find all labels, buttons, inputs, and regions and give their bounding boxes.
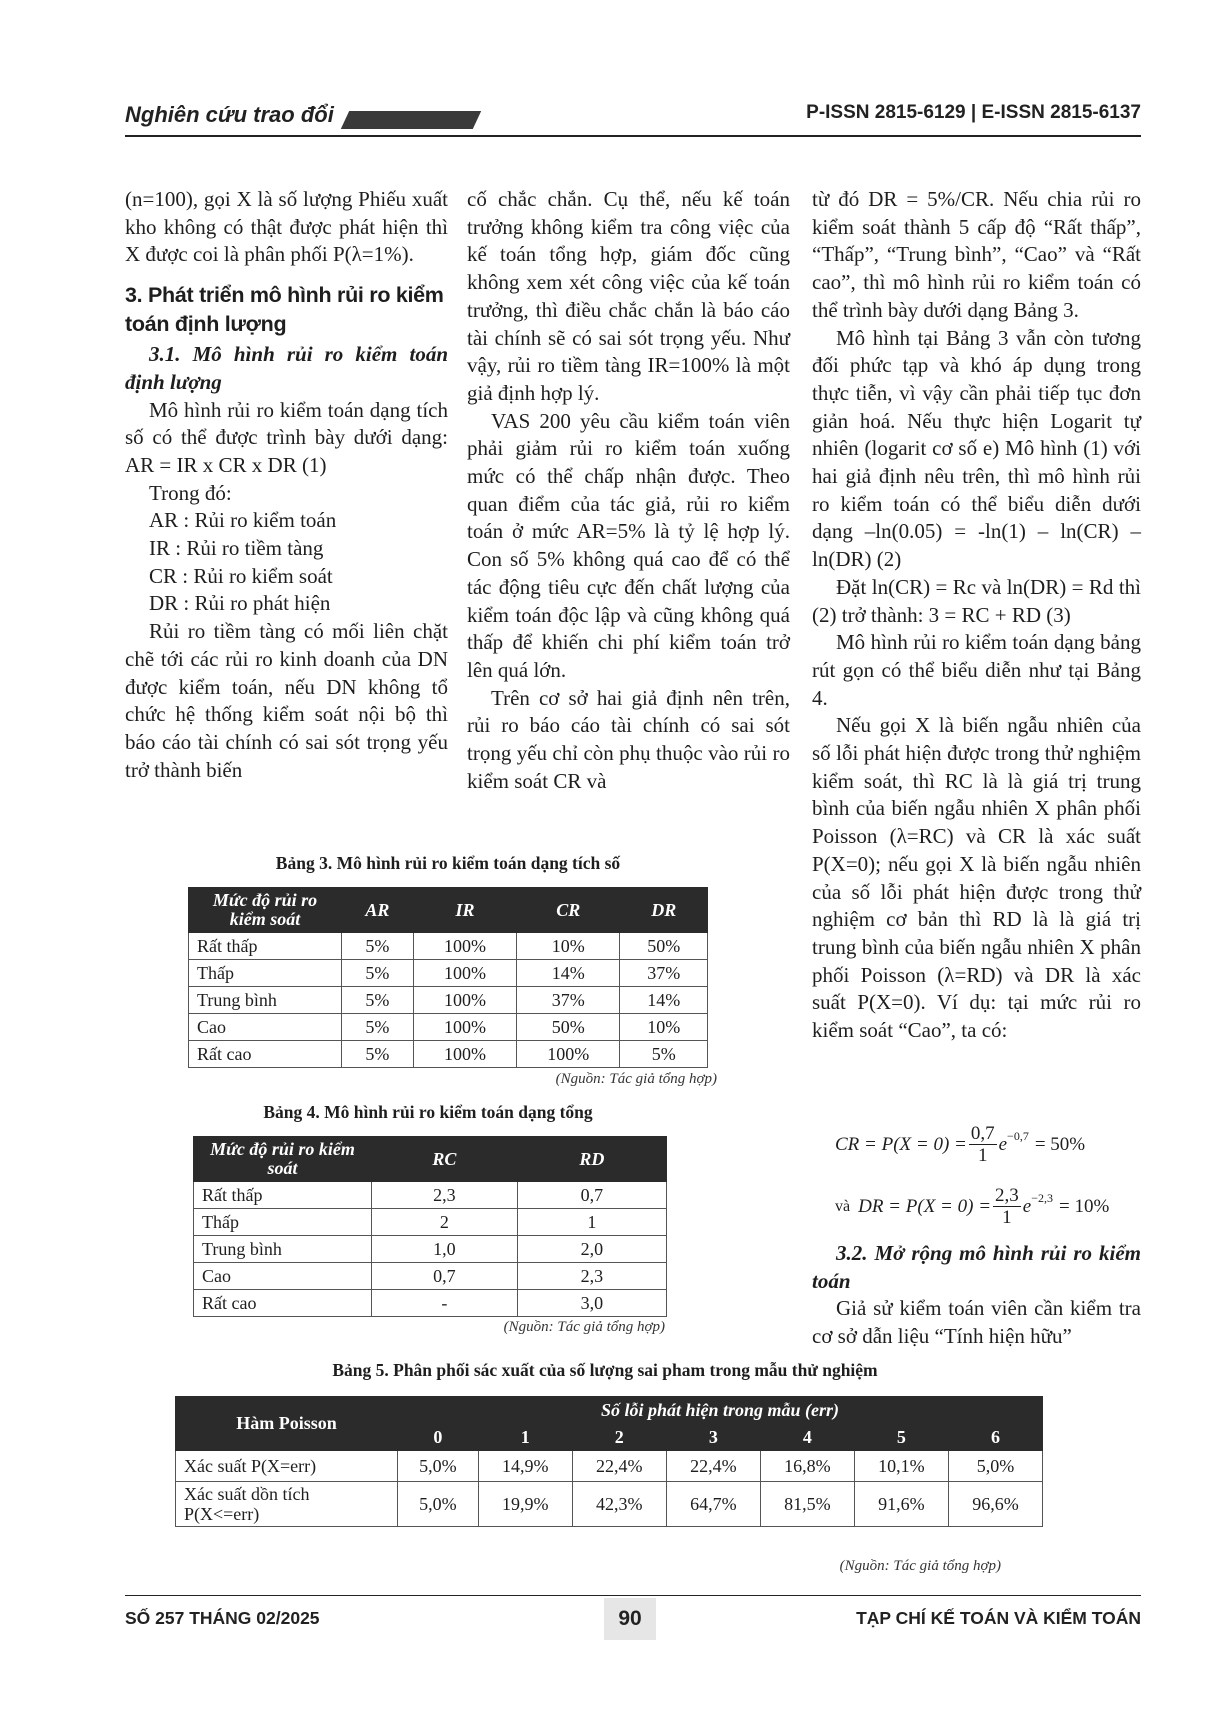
table-header: 6	[948, 1424, 1042, 1451]
formula-result: = 50%	[1034, 1133, 1086, 1155]
table-cell: Cao	[194, 1263, 372, 1290]
table-cell: 1,0	[372, 1236, 518, 1263]
table-row	[189, 960, 708, 987]
table-cell: 5,0%	[948, 1451, 1042, 1482]
table-header: Mức độ rủi ro kiểm soát	[194, 1137, 372, 1182]
table-header: 0	[398, 1424, 479, 1451]
table-cell: 100%	[413, 960, 516, 987]
table-cell: 10%	[517, 933, 620, 960]
table-cell: 100%	[517, 1041, 620, 1068]
fraction-denominator: 1	[977, 1145, 988, 1166]
definition-ar: AR : Rủi ro kiểm toán	[149, 508, 337, 533]
table-cell: 50%	[620, 933, 708, 960]
fraction	[993, 1185, 1021, 1228]
table-cell: 5%	[342, 960, 414, 987]
table-header: 3	[666, 1424, 760, 1451]
table-row	[189, 987, 708, 1014]
table-cell: 3,0	[517, 1290, 666, 1317]
table-cell: 10%	[620, 1014, 708, 1041]
paragraph: (n=100), gọi X là số lượng Phiếu xuất kho không có thật được phát hiện thì X được coi là phân phối P(λ=1%).	[125, 187, 448, 267]
table-cell: 5%	[620, 1041, 708, 1068]
table-cell: Trung bình	[189, 987, 342, 1014]
table-header	[372, 1137, 518, 1182]
table-5	[175, 1396, 1043, 1527]
header-decor-bar	[341, 111, 481, 129]
issn-label: P-ISSN 2815-6129 | E-ISSN 2815-6137	[806, 102, 1141, 123]
exponent: −0,7	[1007, 1129, 1029, 1143]
table-cell: 91,6%	[854, 1482, 948, 1527]
exponent: −2,3	[1031, 1191, 1053, 1205]
table-cell: 5%	[342, 933, 414, 960]
formula-left: DR = P(X = 0) =	[858, 1195, 992, 1217]
table-3-source: (Nguồn: Tác giả tổng hợp)	[555, 1071, 717, 1087]
conjunction: và	[835, 1197, 851, 1215]
table-cell: 100%	[413, 987, 516, 1014]
fraction-denominator: 1	[1002, 1207, 1012, 1228]
formula-cr	[835, 1123, 1085, 1166]
table-header: Mức độ rủi ro kiểm soát	[189, 888, 342, 933]
table-header: Số lỗi phát hiện trong mẫu (err)	[398, 1397, 1043, 1424]
footer-rule	[125, 1595, 1141, 1596]
table-header: CR	[517, 888, 620, 933]
rd-header: RD	[579, 1148, 605, 1169]
table-3-caption: Bảng 3. Mô hình rủi ro kiểm toán dạng tích số	[275, 853, 621, 873]
table-3	[188, 887, 708, 1068]
table-cell: 96,6%	[948, 1482, 1042, 1527]
table-header: IR	[413, 888, 516, 933]
fraction-numerator: 0,7	[970, 1123, 995, 1144]
table-cell: 0,7	[372, 1263, 518, 1290]
paragraph: Trong đó:	[149, 480, 232, 505]
column-1	[125, 186, 448, 784]
formula-result: = 10%	[1059, 1195, 1110, 1217]
journal-name: TẠP CHÍ KẾ TOÁN VÀ KIỂM TOÁN	[856, 1608, 1141, 1628]
definition-cr: CR : Rủi ro kiểm soát	[149, 563, 333, 588]
table-cell: Thấp	[194, 1209, 372, 1236]
column-3-continued	[812, 1240, 1141, 1351]
table-cell: 22,4%	[666, 1451, 760, 1482]
table-cell: 100%	[413, 1014, 516, 1041]
paragraph: Mô hình rủi ro kiểm toán dạng bảng rút gọn có thể biểu diễn như tại Bảng 4.	[812, 630, 1141, 710]
table-row	[189, 933, 708, 960]
section-heading-3: 3. Phát triển mô hình rủi ro kiểm toán định lượng	[125, 283, 444, 337]
table-cell: 2,3	[372, 1182, 518, 1209]
table-cell: 37%	[620, 960, 708, 987]
paragraph: từ đó DR = 5%/CR. Nếu chia rủi ro kiểm soát thành 5 cấp độ “Rất thấp”, “Thấp”, “Trung bình”, “Cao” và “Rất cao”, thì mô hình rủi ro kiểm toán có thể trình bày dưới dạng Bảng 3.	[812, 187, 1141, 322]
table-cell: 5,0%	[398, 1482, 479, 1527]
table-row	[189, 1014, 708, 1041]
table-cell: Xác suất P(X=err)	[176, 1451, 398, 1482]
table-cell: 14%	[517, 960, 620, 987]
fraction-numerator: 2,3	[995, 1185, 1019, 1206]
table-cell: Xác suất dồn tích P(X<=err)	[176, 1482, 398, 1527]
paragraph: Đặt ln(CR) = Rc và ln(DR) = Rd thì (2) trở thành: 3 = RC + RD (3)	[812, 574, 1141, 627]
paragraph: Mô hình rủi ro kiểm toán dạng tích số có thể được trình bày dưới dạng: AR = IR x CR x DR (1)	[125, 397, 448, 477]
table-cell: 5%	[342, 1014, 414, 1041]
table-cell: 100%	[413, 1041, 516, 1068]
euler-e: e	[1022, 1195, 1032, 1217]
definition-dr: DR : Rủi ro phát hiện	[149, 591, 331, 616]
table-row	[189, 1041, 708, 1068]
table-cell: -	[372, 1290, 518, 1317]
column-3	[812, 186, 1141, 1045]
table-row	[194, 1290, 667, 1317]
table-cell: 100%	[413, 933, 516, 960]
formula-dr	[835, 1185, 1109, 1228]
table-cell: 5%	[342, 987, 414, 1014]
table-header: 4	[760, 1424, 854, 1451]
table-cell: 5%	[342, 1041, 414, 1068]
page-number: 90	[604, 1598, 656, 1640]
table-row	[194, 1236, 667, 1263]
table-cell: 2	[372, 1209, 518, 1236]
table-header: AR	[342, 888, 414, 933]
table-cell: Rất thấp	[189, 933, 342, 960]
table-row	[176, 1451, 1043, 1482]
paragraph: cố chắc chắn. Cụ thể, nếu kế toán trưởng không kiểm tra công việc của kế toán tổng hợp, giám đốc cũng không xem xét công việc của kế toán trưởng, thì điều chắc chắn là báo cáo tài chính sẽ có sai sót trọng yếu. Như vậy, rủi ro tiềm tàng IR=100% là một giả định hợp lý.	[467, 187, 790, 405]
table-row	[194, 1263, 667, 1290]
table-cell: 2,3	[517, 1263, 666, 1290]
paragraph: Mô hình tại Bảng 3 vẫn còn tương đối phức tạp và khó áp dụng trong thực tiễn, vì vậy cần phải tiếp tục đơn giản hoá. Nếu thực hiện Logarit tự nhiên (logarit cơ số e) Mô hình (1) với hai giả định nêu trên, thì mô hình rủi ro kiểm toán có thể biểu diễn dưới dạng –ln(0.05) = -ln(1) – ln(CR) – ln(DR) (2)	[812, 325, 1141, 572]
table-cell: 5,0%	[398, 1451, 479, 1482]
paragraph: Rủi ro tiềm tàng có mối liên chặt chẽ tới các rủi ro kinh doanh của DN được kiểm toán, nếu DN không tổ chức hệ thống kiểm soát nội bộ thì báo cáo tài chính có sai sót trọng yếu trở thành biến	[125, 619, 448, 782]
table-header: Hàm Poisson	[176, 1397, 398, 1451]
table-cell: Trung bình	[194, 1236, 372, 1263]
paragraph: Nếu gọi X là biến ngẫu nhiên của số lỗi phát hiện được trong thử nghiệm kiểm soát, thì RC là là giá trị trung bình của biến ngẫu nhiên X phân phối Poisson (λ=RC) và CR là xác suất P(X=0); nếu gọi X là biến ngẫu nhiên của số lỗi phát hiện được trong thử nghiệm cơ bản thì RD là là giá trị trung bình của biến ngẫu nhiên X phân phối Poisson (λ=RD) và DR là xác suất P(X=0). Ví dụ: tại mức rủi ro kiểm soát “Cao”, ta có:	[812, 713, 1141, 1043]
table-5-source: (Nguồn: Tác giả tổng hợp)	[839, 1558, 1001, 1574]
column-2	[467, 186, 790, 795]
table-cell: Rất cao	[194, 1290, 372, 1317]
table-header: DR	[620, 888, 708, 933]
paragraph: Trên cơ sở hai giả định nên trên, rủi ro báo cáo tài chính có sai sót trọng yếu chỉ còn phụ thuộc vào rủi ro kiểm soát CR và	[467, 685, 790, 793]
formula-left: CR = P(X = 0) =	[835, 1133, 967, 1155]
table-cell: 2,0	[517, 1236, 666, 1263]
subsection-heading-3-1: 3.1. Mô hình rủi ro kiểm toán định lượng	[125, 342, 448, 394]
table-cell: 14,9%	[478, 1451, 572, 1482]
table-4-caption: Bảng 4. Mô hình rủi ro kiểm toán dạng tổng	[263, 1102, 593, 1122]
table-4	[193, 1136, 667, 1317]
header-rule	[125, 135, 1141, 137]
table-cell: 64,7%	[666, 1482, 760, 1527]
paragraph: VAS 200 yêu cầu kiểm toán viên phải giảm rủi ro kiểm toán xuống mức có thể chấp nhận được. Theo quan điểm của tác giả, rủi ro kiểm toán ở mức AR=5% là tỷ lệ hợp lý. Con số 5% không quá cao để có thể tác động tiêu cực đến chất lượng của kiểm toán độc lập và cũng không quá thấp để khiến chi phí kiểm toán trở lên quá lớn.	[467, 408, 790, 682]
table-cell: 10,1%	[854, 1451, 948, 1482]
table-cell: 16,8%	[760, 1451, 854, 1482]
table-cell: Cao	[189, 1014, 342, 1041]
table-row	[194, 1209, 667, 1236]
table-cell: 37%	[517, 987, 620, 1014]
issue-label: SỐ 257 THÁNG 02/2025	[125, 1608, 320, 1628]
table-cell: 81,5%	[760, 1482, 854, 1527]
table-cell: 19,9%	[478, 1482, 572, 1527]
fraction	[969, 1123, 997, 1166]
subsection-heading-3-2: 3.2. Mở rộng mô hình rủi ro kiểm toán	[812, 1241, 1141, 1293]
table-row	[194, 1182, 667, 1209]
table-header: 5	[854, 1424, 948, 1451]
table-header: 2	[572, 1424, 666, 1451]
table-header: 1	[478, 1424, 572, 1451]
table-4-source: (Nguồn: Tác giả tổng hợp)	[503, 1319, 665, 1335]
table-cell: 22,4%	[572, 1451, 666, 1482]
definition-ir: IR : Rủi ro tiềm tàng	[149, 536, 324, 561]
table-row	[176, 1482, 1043, 1527]
table-cell: 42,3%	[572, 1482, 666, 1527]
table-cell: 14%	[620, 987, 708, 1014]
table-cell: Thấp	[189, 960, 342, 987]
paragraph: Giả sử kiểm toán viên cần kiểm tra cơ sở dẫn liệu “Tính hiện hữu”	[812, 1296, 1141, 1349]
rc-header: RC	[432, 1148, 457, 1169]
table-header	[517, 1137, 666, 1182]
table-cell: Rất thấp	[194, 1182, 372, 1209]
table-5-caption: Bảng 5. Phân phối sác xuất của số lượng sai pham trong mẫu thử nghiệm	[332, 1360, 878, 1380]
section-title: Nghiên cứu trao đổi	[125, 102, 334, 127]
table-cell: 0,7	[517, 1182, 666, 1209]
table-cell: 50%	[517, 1014, 620, 1041]
euler-e: e	[998, 1133, 1008, 1155]
table-cell: Rất cao	[189, 1041, 342, 1068]
table-cell: 1	[517, 1209, 666, 1236]
